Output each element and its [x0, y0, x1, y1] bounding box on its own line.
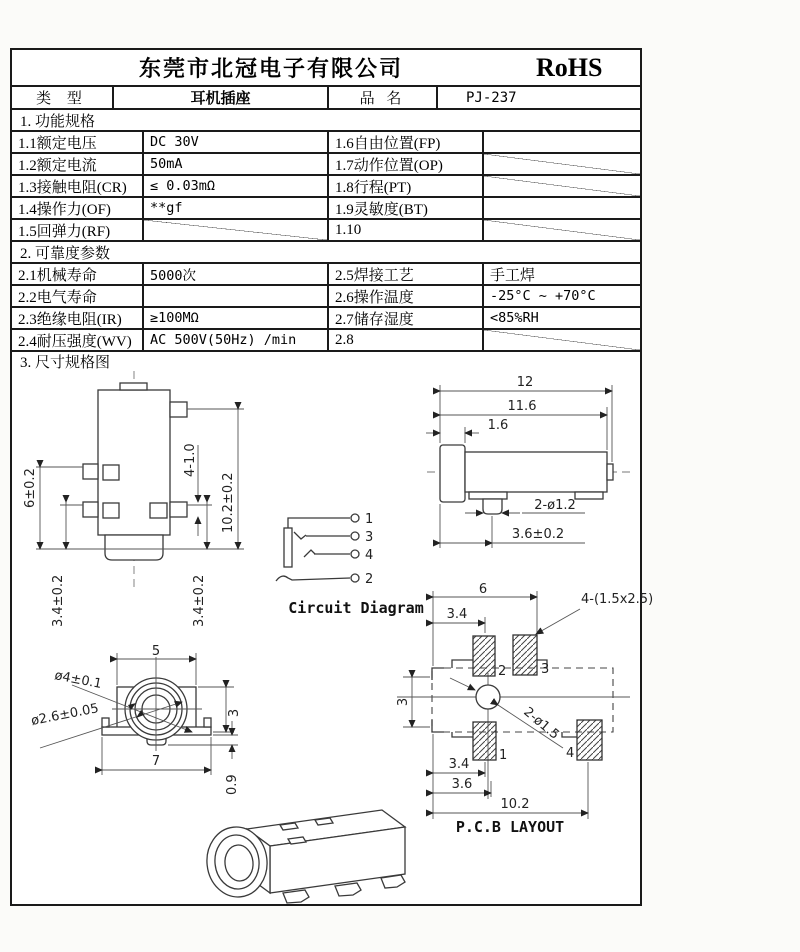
dim-body-width: 6±0.2 [23, 468, 38, 508]
spec-value: DC 30V [144, 132, 329, 152]
spec-label: 2.8 [329, 330, 484, 350]
dim-top-width: 5 [151, 644, 161, 659]
spec-label: 1.6自由位置(FP) [329, 132, 484, 152]
terminal-1: 1 [365, 512, 374, 527]
terminal-3: 3 [365, 530, 374, 545]
dim-offset-b1: 3.4 [448, 757, 470, 772]
product-name-label: 品 名 [329, 87, 438, 108]
pad-label-3: 3 [541, 662, 550, 677]
spec-sheet [10, 48, 654, 906]
spec-label: 1.10 [329, 220, 484, 240]
spec-row [12, 176, 640, 198]
dim-inner-dia: ø2.6±0.05 [29, 701, 100, 729]
pad-label-2: 2 [498, 664, 507, 679]
dim-pin-dia: 2-ø1.2 [534, 498, 576, 513]
dim-width-top: 6 [478, 582, 488, 597]
dim-bottom-width: 7 [151, 754, 161, 769]
section1-title: 1. 功能规格 [12, 110, 640, 132]
dim-foot: 0.9 [225, 774, 240, 795]
spec-label: 2.4耐压强度(WV) [12, 330, 144, 350]
face-view-drawing [24, 645, 262, 813]
spec-value: ≥100MΩ [144, 308, 329, 328]
spec-row [12, 308, 640, 330]
type-label: 类 型 [12, 87, 114, 108]
dim-cap-len: 1.6 [487, 418, 509, 433]
sheet-header-row [12, 50, 640, 87]
spec-value-empty [484, 176, 640, 196]
spec-label: 1.8行程(PT) [329, 176, 484, 196]
terminal-4: 4 [365, 548, 374, 563]
spec-value-empty [484, 132, 640, 152]
dim-offset-b2: 3.6 [451, 777, 473, 792]
pad-label-4: 4 [566, 746, 575, 761]
spec-row [12, 264, 640, 286]
spec-row [12, 286, 640, 308]
spec-label: 2.6操作温度 [329, 286, 484, 306]
pad-2 [473, 636, 495, 676]
type-row [12, 87, 640, 110]
pcb-caption: P.C.B LAYOUT [455, 818, 565, 836]
dim-pitch-right: 3.4±0.2 [192, 574, 207, 627]
spec-row [12, 198, 640, 220]
dim-width-total: 10.2 [500, 797, 530, 812]
spec-label: 1.5回弹力(RF) [12, 220, 144, 240]
pad-4 [577, 720, 602, 760]
rohs-mark: RoHS [536, 52, 603, 82]
dim-hole-dia: 2-ø1.5 [520, 704, 562, 743]
front-view-drawing [23, 365, 278, 637]
dim-height-total: 10.2±0.2 [221, 472, 236, 533]
pad-1 [473, 722, 496, 760]
spec-value: **gf [144, 198, 329, 218]
pcb-hole [476, 685, 500, 709]
dim-pin-len: 4-1.0 [183, 443, 198, 477]
spec-label: 1.9灵敏度(BT) [329, 198, 484, 218]
pad-label-1: 1 [499, 748, 508, 763]
spec-value: -25°C ~ +70°C [490, 288, 596, 304]
circuit-caption: Circuit Diagram [288, 599, 424, 617]
spec-label: 1.3接触电阻(CR) [12, 176, 144, 196]
spec-label: 1.4操作力(OF) [12, 198, 144, 218]
spec-value: <85%RH [490, 310, 539, 326]
spec-row [12, 220, 640, 242]
spec-label: 2.3绝缘电阻(IR) [12, 308, 144, 328]
dim-body-len: 11.6 [507, 399, 537, 414]
spec-row [12, 154, 640, 176]
spec-row [12, 330, 640, 352]
terminal-2: 2 [365, 572, 374, 587]
spec-label: 2.5焊接工艺 [329, 264, 484, 284]
isometric-view-drawing [185, 798, 447, 952]
company-name: 东莞市北冠电子有限公司 [138, 56, 403, 81]
spec-value-empty [484, 198, 640, 218]
spec-value: 50mA [144, 154, 329, 174]
dim-total-len: 12 [516, 375, 534, 390]
dim-pin-pos: 3.6±0.2 [511, 527, 565, 542]
product-name-value: PJ-237 [466, 89, 517, 106]
spec-value-empty [484, 330, 640, 350]
dim-pitch-left: 3.4±0.2 [51, 574, 66, 627]
side-view-drawing [425, 365, 647, 603]
spec-value: 5000次 [144, 264, 329, 284]
spec-label: 1.1额定电压 [12, 132, 144, 152]
spec-value-empty [484, 154, 640, 174]
section2-title: 2. 可靠度参数 [12, 242, 640, 264]
dim-pad-size: 4-(1.5x2.5) [581, 592, 654, 607]
dim-offset-top: 3.4 [446, 607, 468, 622]
spec-value: AC 500V(50Hz) /min [144, 330, 329, 350]
section3-title: 3. 尺寸规格图 [20, 354, 111, 371]
spec-value: ≤ 0.03mΩ [144, 176, 329, 196]
spec-label: 2.7储存湿度 [329, 308, 484, 328]
spec-value-empty [144, 220, 329, 240]
type-value: 耳机插座 [114, 87, 329, 108]
spec-value: 手工焊 [490, 267, 536, 284]
pad-3 [513, 635, 537, 675]
spec-label: 2.2电气寿命 [12, 286, 144, 306]
spec-label: 1.7动作位置(OP) [329, 154, 484, 174]
spec-value-empty [144, 286, 329, 306]
spec-label: 1.2额定电流 [12, 154, 144, 174]
dim-side-height: 3 [227, 708, 242, 718]
dim-height-left: 3 [396, 697, 411, 707]
spec-label: 2.1机械寿命 [12, 264, 144, 284]
spec-value-empty [484, 220, 640, 240]
spec-row [12, 132, 640, 154]
dim-outer-dia: ø4±0.1 [53, 668, 104, 693]
